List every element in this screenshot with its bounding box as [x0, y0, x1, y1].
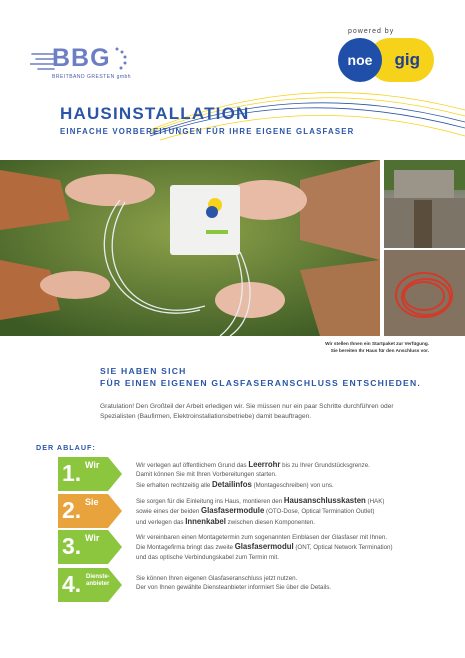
page-subtitle: EINFACHE VORBEREITUNGEN FÜR IHRE EIGENE GLASFASER — [60, 127, 355, 136]
step-4-line-2: Der von Ihnen gewählte Diensteanbieter informiert Sie über die Details. — [136, 584, 332, 592]
step-4-number: 4. — [62, 571, 82, 597]
photo-caption — [325, 340, 429, 354]
trench-photo — [384, 160, 465, 248]
process-heading: DER ABLAUF: — [36, 443, 96, 452]
step-2-number: 2. — [62, 497, 82, 523]
step-1-number: 1. — [62, 460, 82, 486]
noegig-logo-noe: noe — [338, 38, 382, 82]
bbg-logo-word: BBG — [52, 44, 111, 72]
cable-coil-photo — [384, 250, 465, 336]
step-3-text — [136, 533, 456, 562]
powered-by-label: powered by — [348, 28, 395, 35]
step-3-line-1: Wir vereinbaren einen Montagetermin zum sogenannten Einblasen der Glasfaser mit Ihnen. — [136, 534, 388, 541]
step-3-line-2: Die Montagefirma bringt das zweite Glasfasermodul (ONT, Optical Network Termination) — [136, 542, 393, 552]
step-4-badge — [58, 568, 122, 602]
page-title: HAUSINSTALLATION — [60, 104, 250, 123]
step-1-line-3: Sie erhalten rechtzeitig alle Detailinfos (Montageschreiben) von uns. — [136, 479, 334, 489]
intro-line-2: Spezialisten (Baufirmen, Elektroinstallationsbetriebe) damit beauftragen. — [100, 413, 312, 420]
section-heading-line-1: SIE HABEN SICH — [100, 366, 187, 376]
step-3-badge — [58, 530, 122, 564]
step-2-line-1: Sie sorgen für die Einleitung ins Haus, montieren den Hausanschlusskasten (HAK) — [136, 496, 385, 505]
step-2-line-3: und verlegen das Innenkabel zwischen diesen Komponenten. — [136, 516, 316, 526]
noegig-logo-gig: gig — [368, 38, 434, 82]
hero-photo — [0, 160, 380, 336]
step-1-text — [136, 460, 456, 490]
step-1-badge — [58, 457, 122, 491]
section-heading-line-2: FÜR EINEN EIGENEN GLASFASERANSCHLUSS ENTSCHIEDEN. — [100, 378, 421, 388]
caption-line-2: Sie bereiten Ihr Haus für den Anschluss vor. — [330, 348, 429, 353]
dots-icon — [114, 46, 128, 72]
step-3-actor: Wir — [85, 533, 100, 543]
step-4-line-1: Sie können Ihren eigenen Glasfaseranschluss jetzt nutzen. — [136, 575, 298, 582]
step-4-text — [136, 574, 456, 593]
caption-line-1: Wir stellen Ihnen ein Startpaket zur Verfügung. — [325, 341, 429, 346]
step-1-line-1: Wir verlegen auf öffentlichem Grund das Leerrohr bis zu Ihrer Grundstücksgrenze. — [136, 460, 370, 469]
step-4-actor: Dienste- anbieter — [86, 574, 110, 587]
red-conduit-coil-image — [384, 250, 465, 336]
step-2-badge — [58, 494, 122, 528]
step-2-text — [136, 496, 456, 527]
intro-text — [100, 402, 440, 422]
intro-line-1: Gratulation! Den Großteil der Arbeit erledigen wir. Sie müssen nur ein paar Schritte durchführen oder — [100, 403, 394, 410]
step-3-line-3: und das optische Verbindungskabel zum Termin mit. — [136, 553, 279, 561]
bbg-logo-sub: BREITBAND GRESTEN gmbh — [52, 74, 132, 80]
trench-image — [384, 160, 465, 248]
section-heading — [100, 365, 421, 389]
step-3-number: 3. — [62, 533, 82, 559]
hands-with-fiber-box-image — [0, 160, 380, 336]
step-2-line-2: sowie eines der beiden Glasfasermodule (OTO-Dose, Optical Termination Outlet) — [136, 506, 375, 516]
step-1-line-2: Damit können Sie mit Ihren Vorbereitungen starten. — [136, 471, 277, 479]
step-1-actor: Wir — [85, 460, 100, 470]
step-2-actor: Sie — [85, 497, 99, 507]
